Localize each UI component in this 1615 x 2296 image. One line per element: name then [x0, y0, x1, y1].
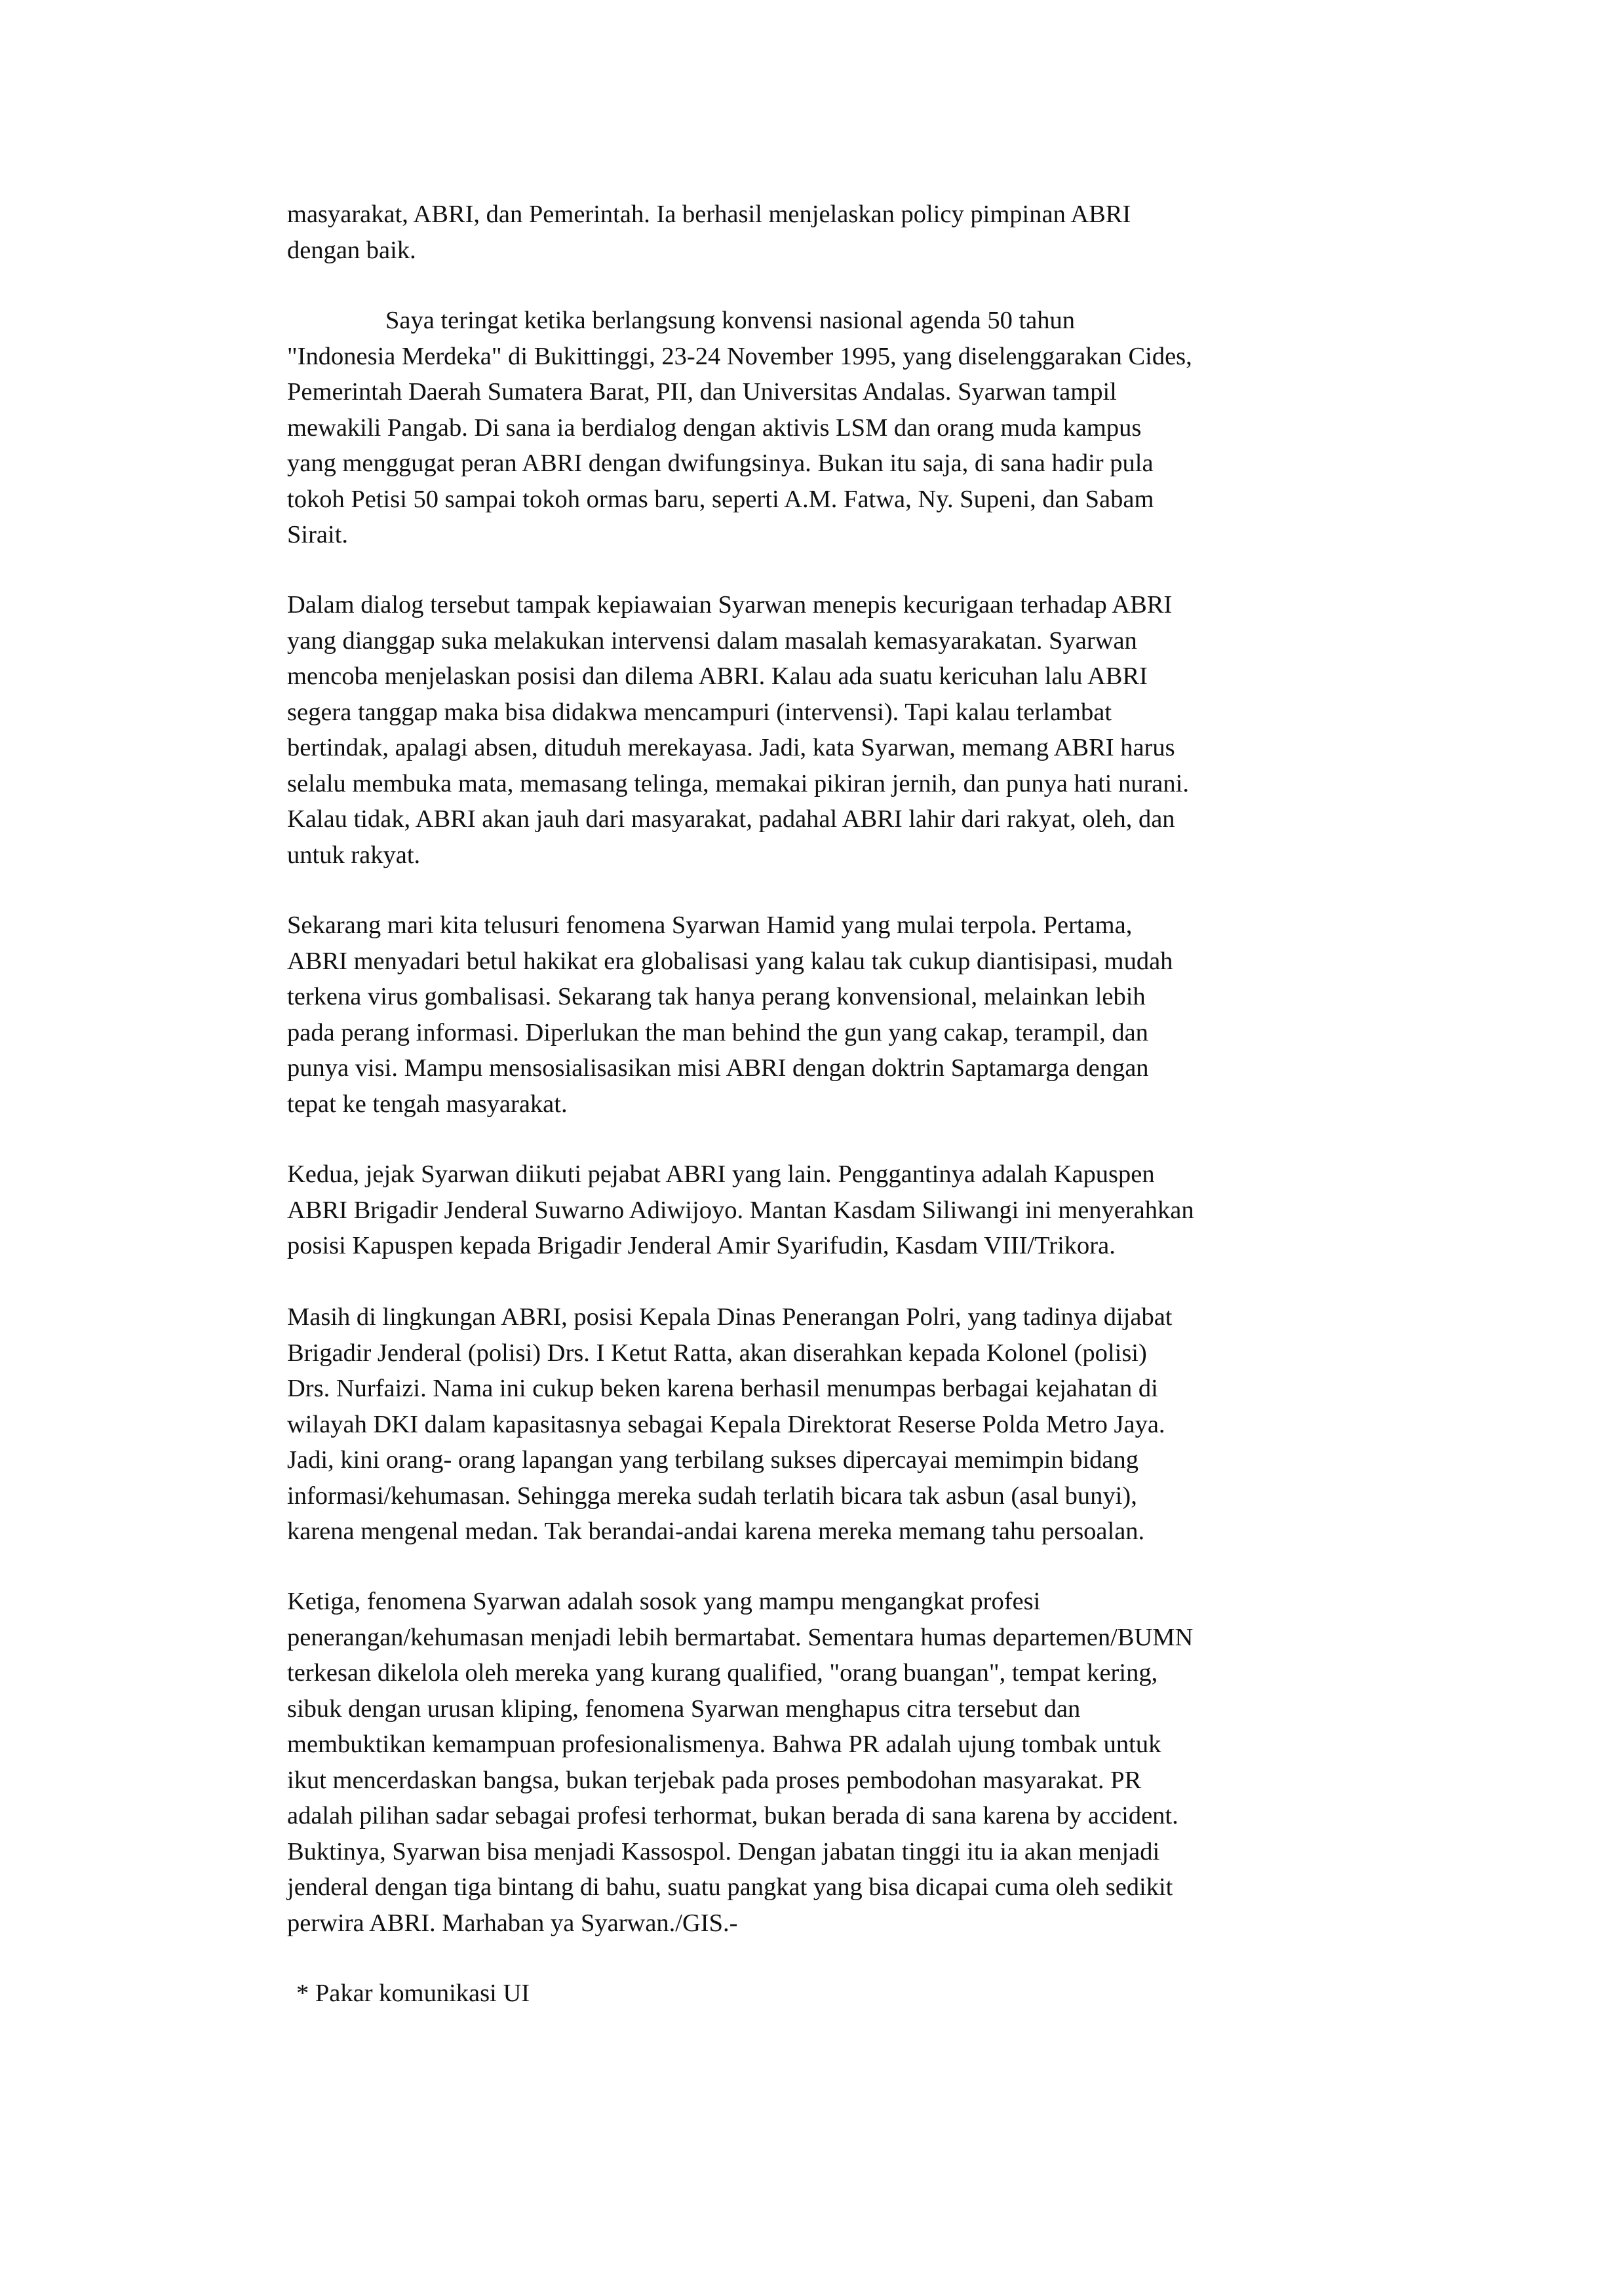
- text-line: ABRI menyadari betul hakikat era globalisasi yang kalau tak cukup diantisipasi, mudah: [287, 947, 1173, 975]
- paragraph-dialog: [287, 587, 1375, 873]
- text-line: Kedua, jejak Syarwan diikuti pejabat ABRI yang lain. Penggantinya adalah Kapuspen: [287, 1160, 1155, 1188]
- footnote-text: * Pakar komunikasi UI: [296, 1980, 530, 2007]
- text-line: wilayah DKI dalam kapasitasnya sebagai Kepala Direktorat Reserse Polda Metro Jaya.: [287, 1410, 1165, 1438]
- text-line: karena mengenal medan. Tak berandai-andai karena mereka memang tahu persoalan.: [287, 1518, 1145, 1545]
- text-line: perwira ABRI. Marhaban ya Syarwan./GIS.-: [287, 1909, 738, 1937]
- text-line: Sirait.: [287, 521, 349, 548]
- text-line: jenderal dengan tiga bintang di bahu, suatu pangkat yang bisa dicapai cuma oleh sedikit: [287, 1873, 1173, 1901]
- text-line: masyarakat, ABRI, dan Pemerintah. Ia berhasil menjelaskan policy pimpinan ABRI: [287, 201, 1131, 228]
- text-line: pada perang informasi. Diperlukan the man behind the gun yang cakap, terampil, dan: [287, 1018, 1148, 1046]
- text-line: yang menggugat peran ABRI dengan dwifungsinya. Bukan itu saja, di sana hadir pula: [287, 450, 1154, 477]
- text-line: terkesan dikelola oleh mereka yang kurang qualified, "orang buangan", tempat kering,: [287, 1659, 1158, 1687]
- text-line: posisi Kapuspen kepada Brigadir Jenderal Amir Syarifudin, Kasdam VIII/Trikora.: [287, 1232, 1116, 1259]
- text-line: Buktinya, Syarwan bisa menjadi Kassospol. Dengan jabatan tinggi itu ia akan menjadi: [287, 1837, 1160, 1866]
- text-line: yang dianggap suka melakukan intervensi dalam masalah kemasyarakatan. Syarwan: [287, 626, 1137, 655]
- text-line: Brigadir Jenderal (polisi) Drs. I Ketut Ratta, akan diserahkan kepada Kolonel (polisi): [287, 1339, 1147, 1367]
- text-line: Saya teringat ketika berlangsung konvensi nasional agenda 50 tahun: [385, 307, 1076, 334]
- text-line: terkena virus gombalisasi. Sekarang tak hanya perang konvensional, melainkan lebih: [287, 983, 1146, 1010]
- text-line: membuktikan kemampuan profesionalismenya. Bahwa PR adalah ujung tombak untuk: [287, 1731, 1161, 1758]
- text-line: mewakili Pangab. Di sana ia berdialog dengan aktivis LSM dan orang muda kampus: [287, 413, 1142, 442]
- text-line: informasi/kehumasan. Sehingga mereka sudah terlatih bicara tak asbun (asal bunyi),: [287, 1482, 1137, 1510]
- paragraph-convention: [287, 303, 1375, 553]
- text-line: Drs. Nurfaizi. Nama ini cukup beken karena berhasil menumpas berbagai kejahatan di: [287, 1375, 1158, 1402]
- paragraph-phenomenon-first: [287, 908, 1375, 1122]
- text-line: mencoba menjelaskan posisi dan dilema ABRI. Kalau ada suatu kericuhan lalu ABRI: [287, 662, 1148, 690]
- text-line: Pemerintah Daerah Sumatera Barat, PII, dan Universitas Andalas. Syarwan tampil: [287, 378, 1117, 406]
- text-line: penerangan/kehumasan menjadi lebih bermartabat. Sementara humas departemen/BUMN: [287, 1623, 1194, 1651]
- text-line: ABRI Brigadir Jenderal Suwarno Adiwijoyo. Mantan Kasdam Siliwangi ini menyerahkan: [287, 1196, 1194, 1224]
- footnote: [296, 1976, 1384, 2012]
- text-line: tokoh Petisi 50 sampai tokoh ormas baru, seperti A.M. Fatwa, Ny. Supeni, dan Sabam: [287, 485, 1154, 513]
- text-line: punya visi. Mampu mensosialisasikan misi ABRI dengan doktrin Saptamarga dengan: [287, 1054, 1149, 1082]
- paragraph-police: [287, 1299, 1375, 1550]
- text-line: selalu membuka mata, memasang telinga, memakai pikiran jernih, dan punya hati nurani.: [287, 769, 1189, 797]
- text-line: bertindak, apalagi absen, dituduh merekayasa. Jadi, kata Syarwan, memang ABRI harus: [287, 734, 1175, 761]
- paragraph-opening-continuation: [287, 197, 1375, 268]
- text-line: "Indonesia Merdeka" di Bukittinggi, 23-24 November 1995, yang diselenggarakan Cides,: [287, 342, 1192, 370]
- text-line: sibuk dengan urusan kliping, fenomena Syarwan menghapus citra tersebut dan: [287, 1694, 1081, 1723]
- text-line: adalah pilihan sadar sebagai profesi terhormat, bukan berada di sana karena by accident.: [287, 1802, 1178, 1829]
- paragraph-third: [287, 1584, 1375, 1941]
- text-line: Masih di lingkungan ABRI, posisi Kepala Dinas Penerangan Polri, yang tadinya dijabat: [287, 1303, 1173, 1331]
- text-line: tepat ke tengah masyarakat.: [287, 1090, 568, 1118]
- paragraph-second: [287, 1157, 1375, 1264]
- text-line: dengan baik.: [287, 236, 416, 264]
- text-line: untuk rakyat.: [287, 841, 421, 869]
- text-line: Kalau tidak, ABRI akan jauh dari masyarakat, padahal ABRI lahir dari rakyat, oleh, dan: [287, 805, 1175, 833]
- text-line: Sekarang mari kita telusuri fenomena Syarwan Hamid yang mulai terpola. Pertama,: [287, 911, 1133, 939]
- text-line: Ketiga, fenomena Syarwan adalah sosok yang mampu mengangkat profesi: [287, 1588, 1041, 1615]
- text-line: Dalam dialog tersebut tampak kepiawaian Syarwan menepis kecurigaan terhadap ABRI: [287, 591, 1173, 619]
- text-line: Jadi, kini orang- orang lapangan yang terbilang sukses dipercayai memimpin bidang: [287, 1446, 1139, 1474]
- text-line: ikut mencerdaskan bangsa, bukan terjebak pada proses pembodohan masyarakat. PR: [287, 1766, 1142, 1794]
- text-line: segera tanggap maka bisa didakwa mencampuri (intervensi). Tapi kalau terlambat: [287, 698, 1112, 726]
